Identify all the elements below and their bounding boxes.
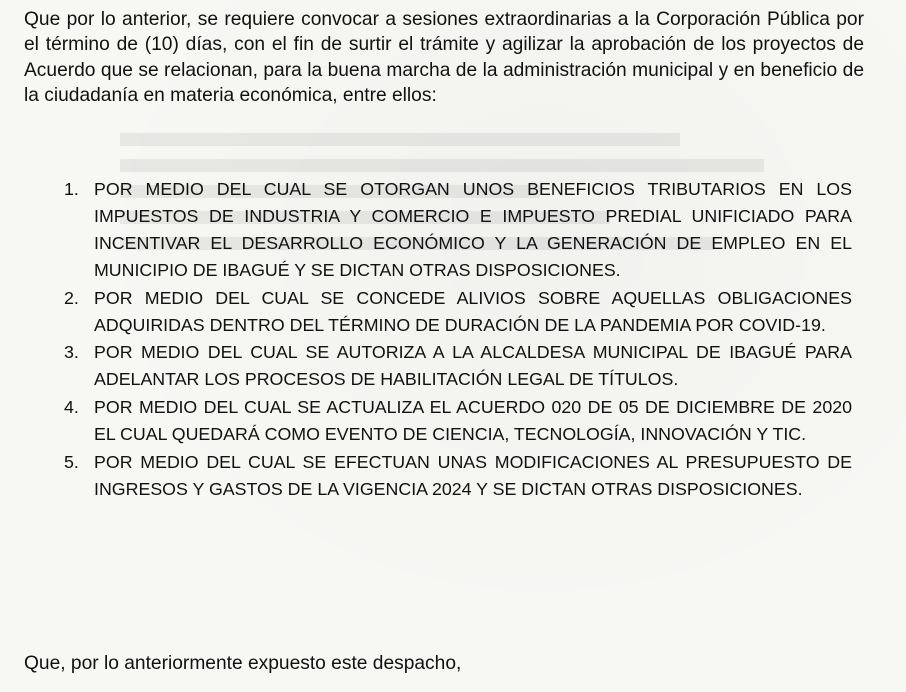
list-item [24, 449, 852, 503]
intro-paragraph: Que por lo anterior, se requiere convocar a sesiones extraordinarias a la Corporación Pública por el término de (10) días, con el fin de surtir el trámite y agilizar la aprobación de los proyectos de Acuerdo que se relacionan, para la buena marcha de la administración municipal y en beneficio de la ciudadanía en materia económica, entre ellos: [24, 9, 864, 107]
list-item-text: POR MEDIO DEL CUAL SE ACTUALIZA EL ACUERDO 020 DE 05 DE DICIEMBRE DE 2020 EL CUAL QUEDARÁ COMO EVENTO DE CIENCIA, TECNOLOGÍA, INNOVACIÓN Y TIC. [94, 397, 852, 445]
list-item [24, 339, 852, 393]
list-item-text: POR MEDIO DEL CUAL SE OTORGAN UNOS BENEFICIOS TRIBUTARIOS EN LOS IMPUESTOS DE INDUSTRIA Y COMERCIO E IMPUESTO PREDIAL UNIFICIADO PARA INCENTIVAR EL DESARROLLO ECONÓMICO Y LA GENERACIÓN DE EMPLEO EN EL MUNICIPIO DE IBAGUÉ Y SE DICTAN OTRAS DISPOSICIONES. [94, 179, 852, 280]
list-item-number: 5. [64, 452, 79, 473]
list-item-text: POR MEDIO DEL CUAL SE AUTORIZA A LA ALCALDESA MUNICIPAL DE IBAGUÉ PARA ADELANTAR LOS PROCESOS DE HABILITACIÓN LEGAL DE TÍTULOS. [94, 342, 852, 390]
list-item-number: 2. [64, 287, 79, 308]
list-item [24, 285, 852, 339]
closing-paragraph: Que, por lo anteriormente expuesto este despacho, [24, 653, 462, 674]
list-item-text: POR MEDIO DEL CUAL SE EFECTUAN UNAS MODIFICACIONES AL PRESUPUESTO DE INGRESOS Y GASTOS DE LA VIGENCIA 2024 Y SE DICTAN OTRAS DISPOSICIONES. [94, 452, 852, 499]
list-item-number: 1. [64, 179, 79, 199]
list-item-number: 3. [64, 342, 79, 363]
list-item-number: 4. [64, 397, 79, 418]
list-item [24, 394, 852, 448]
list-item [24, 176, 852, 284]
project-list [24, 176, 852, 503]
list-item-text: POR MEDIO DEL CUAL SE CONCEDE ALIVIOS SOBRE AQUELLAS OBLIGACIONES ADQUIRIDAS DENTRO DEL TÉRMINO DE DURACIÓN DE LA PANDEMIA POR COVID-19. [94, 287, 852, 335]
